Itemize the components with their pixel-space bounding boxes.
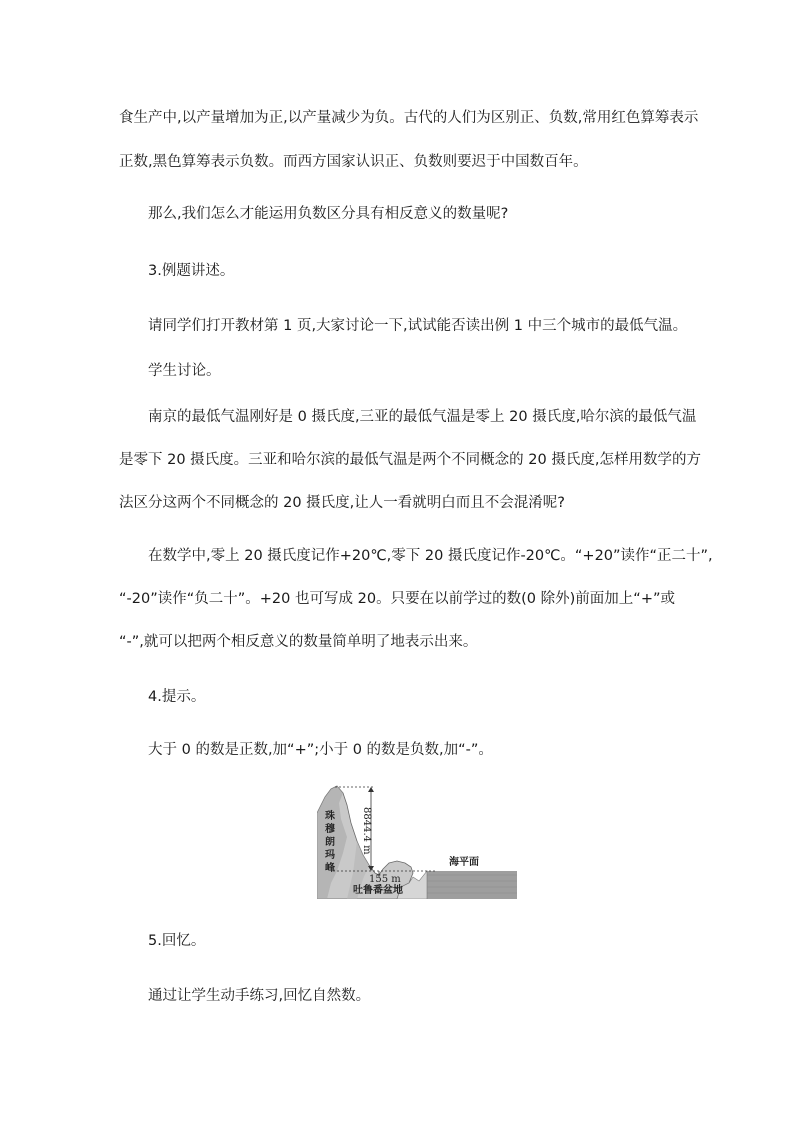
text-line: 请同学们打开教材第 1 页,大家讨论一下,试试能否读出例 1 中三个城市的最低气温。 <box>148 318 688 334</box>
section-heading: 3.例题讲述。 <box>148 263 235 279</box>
basin-label: 吐鲁番盆地 <box>353 885 403 896</box>
section-heading: 4.提示。 <box>148 689 206 705</box>
peak-char: 穆 <box>325 824 335 835</box>
elevation-illustration <box>317 783 517 899</box>
text-line: 那么,我们怎么才能运用负数区分具有相反意义的数量呢? <box>148 206 509 222</box>
height-label: 8844.4 m <box>361 807 372 855</box>
peak-char: 玛 <box>325 850 335 861</box>
text-line: 食生产中,以产量增加为正,以产量减少为负。古代的人们为区别正、负数,常用红色算筹表示 <box>119 110 699 126</box>
text-line: 是零下 20 摄氏度。三亚和哈尔滨的最低气温是两个不同概念的 20 摄氏度,怎样用数学的方 <box>119 452 701 468</box>
text-line: 法区分这两个不同概念的 20 摄氏度,让人一看就明白而且不会混淆呢? <box>119 495 565 511</box>
text-line: 南京的最低气温刚好是 0 摄氏度,三亚的最低气温是零上 20 摄氏度,哈尔滨的最低气温 <box>148 409 697 425</box>
peak-char: 朗 <box>325 837 335 848</box>
text-line: 大于 0 的数是正数,加“+”;小于 0 的数是负数,加“-”。 <box>148 742 493 758</box>
section-heading: 5.回忆。 <box>148 933 206 949</box>
depth-label: 155 m <box>369 874 401 885</box>
elevation-figure <box>317 783 517 899</box>
peak-char: 峰 <box>325 863 335 874</box>
text-line: 正数,黑色算筹表示负数。而西方国家认识正、负数则要迟于中国数百年。 <box>119 154 588 170</box>
text-line: “-20”读作“负二十”。+20 也可写成 20。只要在以前学过的数(0 除外)前面加上“+”或 <box>119 591 675 607</box>
text-line: 通过让学生动手练习,回忆自然数。 <box>148 988 371 1004</box>
text-line: 在数学中,零上 20 摄氏度记作+20℃,零下 20 摄氏度记作-20℃。“+20”读作“正二十”, <box>148 548 713 564</box>
sea-level-label: 海平面 <box>449 857 479 868</box>
text-line: 学生讨论。 <box>148 363 221 379</box>
peak-char: 珠 <box>325 811 335 822</box>
text-line: “-”,就可以把两个相反意义的数量简单明了地表示出来。 <box>119 634 478 650</box>
